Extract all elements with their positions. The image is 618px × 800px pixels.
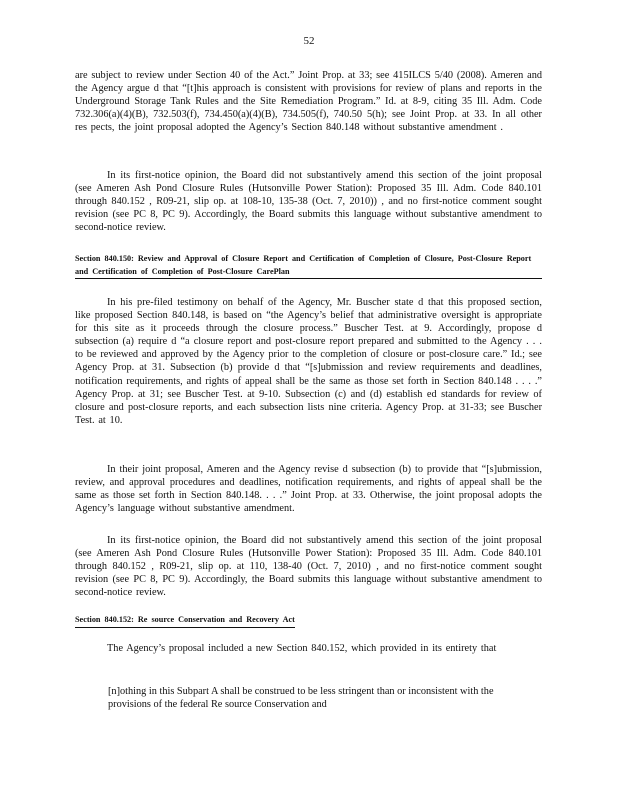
section-840-152-heading-text: Section 840.152: Re source Conservation and Recovery Act: [75, 614, 295, 628]
section-840-150-heading-text: Section 840.150: Review and Approval of Closure Report and Certification of Completion of Closure, Post-Closure Report and Certification of Completion of Post-Closure CarePlan: [75, 253, 542, 279]
paragraph-joint-proposal-840-150: In their joint proposal, Ameren and the Agency revise d subsection (b) to provide that “[s]ubmission, review, and approval procedures and deadlines, notification requirements, and rights of appeal shall be the same as those set forth in Section 840.148. . . .” Joint Prop. at 33. Otherwise, the joint proposal adopts the Agency’s language without substantive amendment.: [75, 464, 542, 515]
paragraph-first-notice-840-148: In its first-notice opinion, the Board did not substantively amend this section of the joint proposal (see Ameren Ash Pond Closure Rules (Hutsonville Power Station): Proposed 35 Ill. Adm. Code 840.101 through 840.152 , R09-21, slip op. at 108-10, 135-38 (Oct. 7, 2010)) , and no first-notice comment sought revision (see PC 8, PC 9). Accordingly, the Board submits this language without substantive amendment to second-notice review.: [75, 170, 542, 234]
paragraph-first-notice-840-150: In its first-notice opinion, the Board did not substantively amend this section of the joint proposal (see Ameren Ash Pond Closure Rules (Hutsonville Power Station): Proposed 35 Ill. Adm. Code 840.101 through 840.152 , R09-21, slip op. at 110, 138-40 (Oct. 7, 2010) , and no first-notice comment sought revision (see PC 8, PC 9). Accordingly, the Board submits this language without substantive amendment to second-notice review.: [75, 535, 542, 599]
block-quote-rcra: [n]othing in this Subpart A shall be construed to be less stringent than or inconsistent with the provisions of the federal Re source Conservation and: [108, 686, 494, 711]
paragraph-agency-proposal-840-152: The Agency’s proposal included a new Section 840.152, which provided in its entirety that: [107, 643, 497, 654]
paragraph-section-840-148-continued: are subject to review under Section 40 of the Act.” Joint Prop. at 33; see 415ILCS 5/40 (2008). Ameren and the Agency argue d that “[t]his approach is consistent with provisions for review of plans and reports in the Underground Storage Tank Rules and the Site Remediation Program.” Id. at 8-9, citing 35 Ill. Adm. Code 732.306(a)(4)(B), 732.503(f), 734.450(a)(4)(B), 734.505(f), 740.50 5(h); see Joint Prop. at 33. In all other res pects, the joint proposal adopted the Agency’s Section 840.148 without substantive amendment .: [75, 70, 542, 134]
section-840-150-heading: [75, 253, 542, 279]
page-number: 52: [303, 35, 315, 47]
section-840-152-heading: [75, 614, 542, 628]
paragraph-buscher-testimony: In his pre-filed testimony on behalf of the Agency, Mr. Buscher state d that this proposed section, like proposed Section 840.148, is based on “the Agency’s belief that administrative oversight is appropriate for this site as it proceeds through the closure process.” Buscher Test. at 9. Accordingly, propose d subsection (a) require d “a closure report and post-closure report prepared and submitted to the Agency . . . to be reviewed and approved by the Agency prior to the completion of closure or post-closure care.” Id.; see Agency Prop. at 31. Subsection (b) provide d that “[s]ubmission and review requirements and deadlines, notification requirements, and rights of appeal shall be the same as those set forth in Section 840.148 . . . .” Agency Prop. at 31; see Buscher Test. at 9-10. Subsection (c) and (d) establish ed standards for review of closure and post-closure reports, and each subsection lists nine criteria. Agency Prop. at 31-33; see Buscher Test. at 10.: [75, 297, 542, 426]
